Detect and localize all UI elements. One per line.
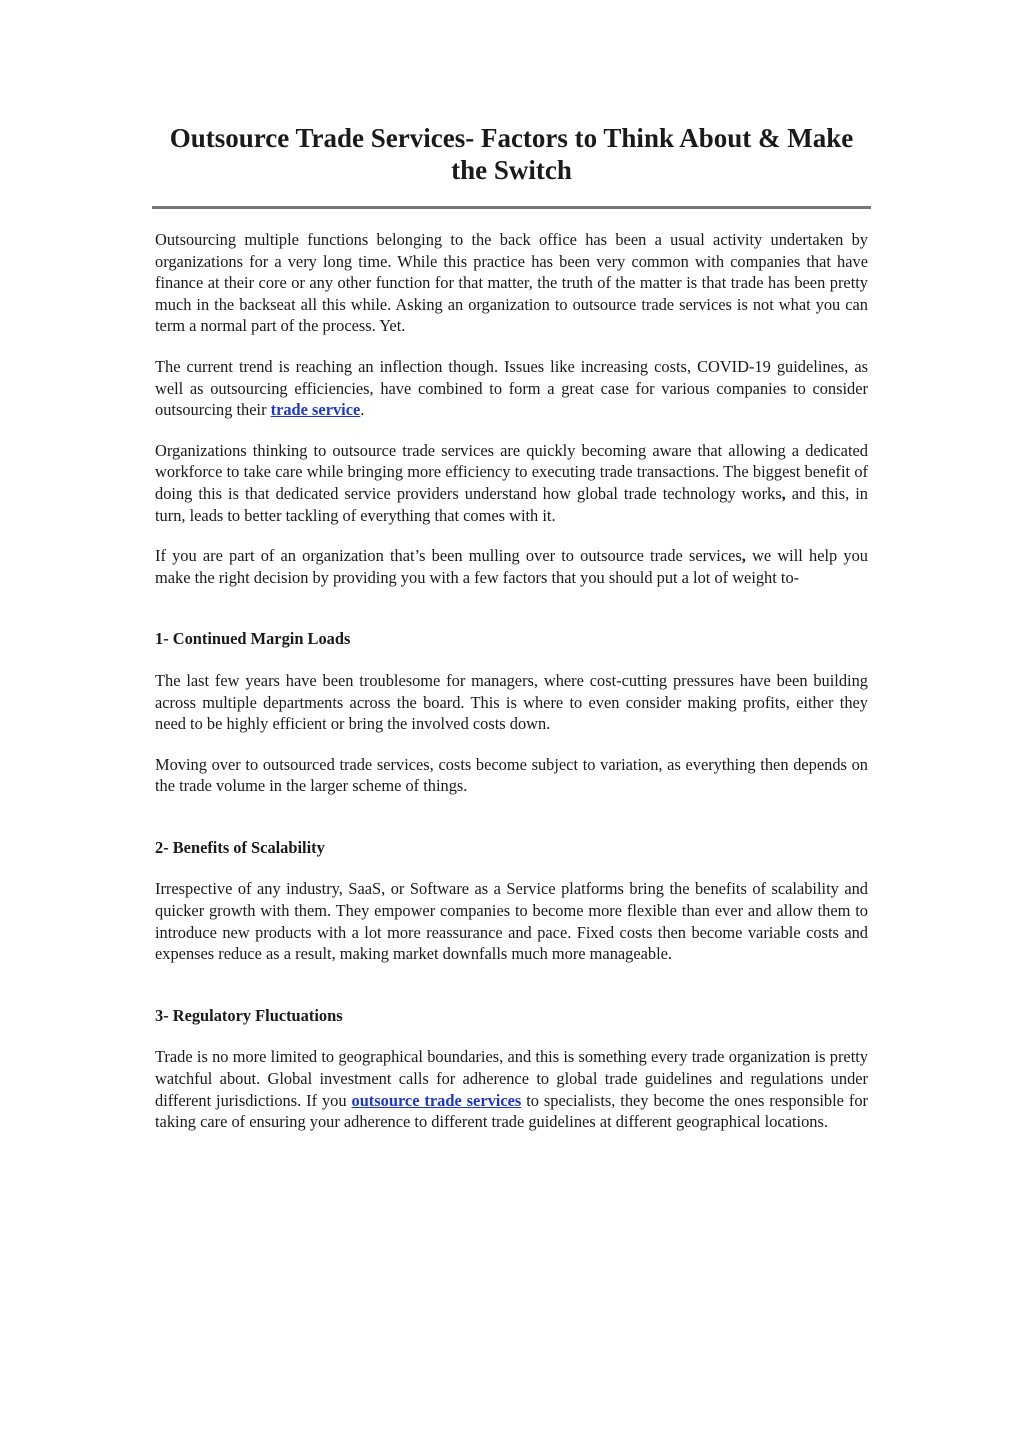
bold-comma: , [741,546,746,566]
section-3-text-end: to specialists, they become the ones responsible for taking care of ensuring your adherence to different trade guidelines at different geographical locations. [155,1090,868,1132]
section-heading-margin-loads: 1- Continued Margin Loads [155,629,351,649]
section-1-paragraph-1: The last few years have been troublesome for managers, where cost-cutting pressures have been building across multiple departments across the board. This is where to even consider making profits, either they need to be highly efficient or bring the involved costs down. [155,670,868,734]
section-3-paragraph-1 [155,1046,868,1132]
bold-comma: , [781,483,786,503]
section-1-paragraph-2: Moving over to outsourced trade services, costs become subject to variation, as everything then depends on the trade volume in the larger scheme of things. [155,754,868,796]
intro-paragraph-2-text: The current trend is reaching an inflection though. Issues like increasing costs, COVID-19 guidelines, as well as outsourcing efficiencies, have combined to form a great case for various companies to consider outsourcing their [155,356,868,420]
outsource-trade-services-link[interactable]: outsource trade services [351,1090,522,1110]
title-divider [152,206,871,209]
intro-paragraph-3-text: Organizations thinking to outsource trade services are quickly becoming aware that allowing a dedicated workforce to take care while bringing more efficiency to executing trade transactions. The biggest benefit of doing this is that dedicated service providers understand how global trade technology works [155,440,868,503]
intro-paragraph-4-text: If you are part of an organization that’s been mulling over to outsource trade services [155,546,742,566]
section-heading-regulatory: 3- Regulatory Fluctuations [155,1005,343,1025]
intro-paragraph-4-end: we will help you make the right decision by providing you with a few factors that you should put a lot of weight to- [155,546,869,587]
section-2-paragraph-1: Irrespective of any industry, SaaS, or Software as a Service platforms bring the benefits of scalability and quicker growth with them. They empower companies to become more flexible than ever and allow them to introduce new products with a lot more reassurance and pace. Fixed costs then become variable costs and expenses reduce as a result, making market downfalls much more manageable. [155,879,868,964]
intro-paragraph-3-end: and this, in turn, leads to better tackling of everything that comes with it. [155,483,868,525]
intro-paragraph-2 [155,356,868,421]
page-title: Outsource Trade Services- Factors to Think About & Make the Switch [169,123,854,185]
intro-paragraph-4 [155,545,868,588]
intro-paragraph-2-end: . [360,400,365,420]
intro-paragraph-1: Outsourcing multiple functions belonging to the back office has been a usual activity undertaken by organizations for a very long time. While this practice has been very common with companies that have finance at their core or any other function for that matter, the truth of the matter is that trade has been pretty much in the backseat all this while. Asking an organization to outsource trade services is not what you can term a normal part of the process. Yet. [155,230,868,336]
trade-service-link[interactable]: trade service [270,400,361,420]
article-body [155,229,868,1152]
intro-paragraph-3 [155,440,868,526]
section-heading-scalability: 2- Benefits of Scalability [155,837,325,857]
section-3-text: Trade is no more limited to geographical boundaries, and this is something every trade organization is pretty watchful about. Global investment calls for adherence to global trade guidelines and regulations under different jurisdictions. If you [155,1047,868,1110]
